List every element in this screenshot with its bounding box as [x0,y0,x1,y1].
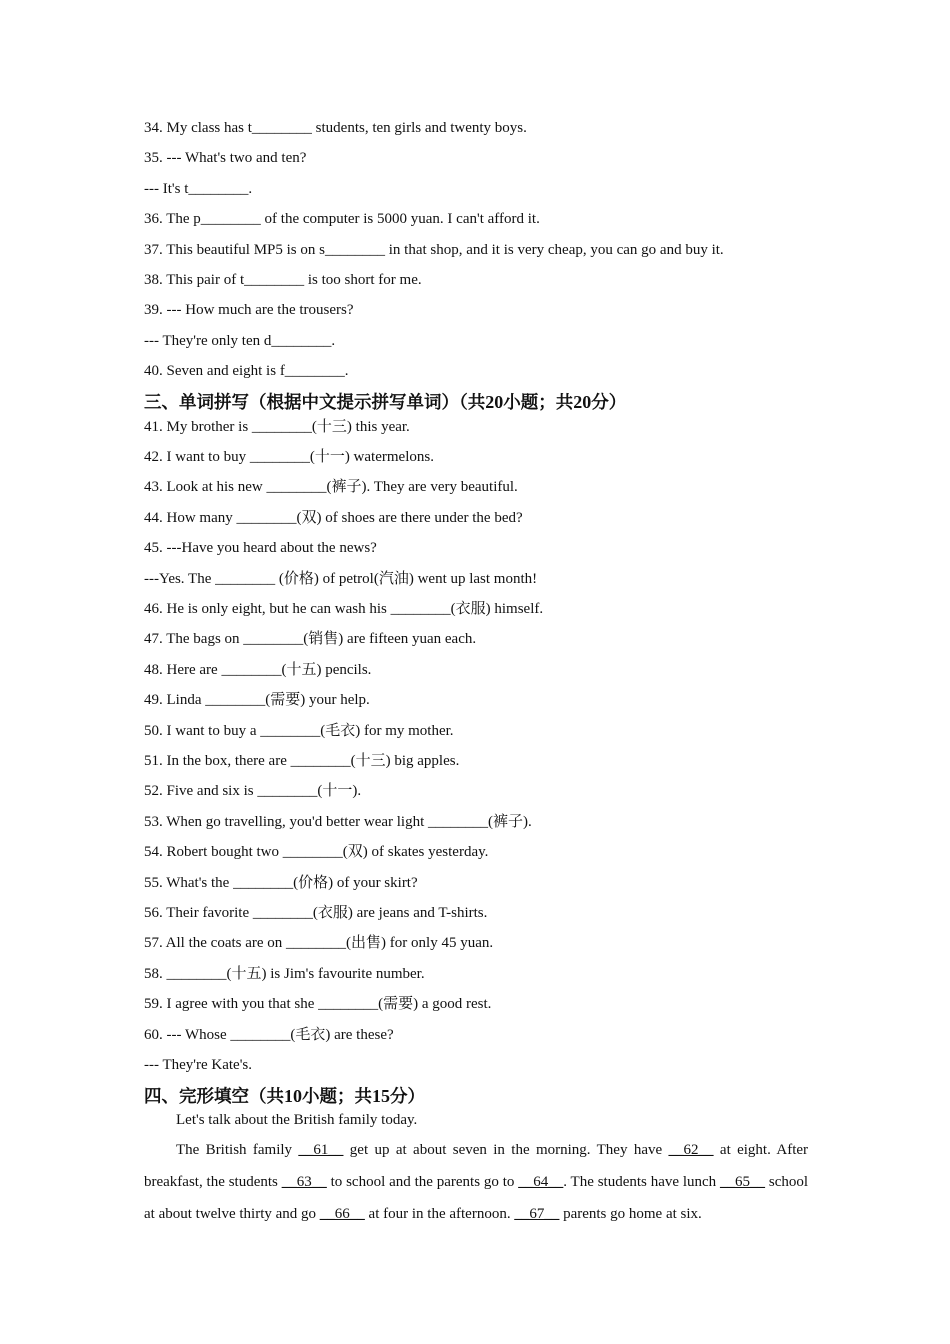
blank-64[interactable]: __64__ [518,1174,564,1190]
section-three-heading: 三、单词拼写（根据中文提示拼写单词）（共20小题；共20分） [144,392,627,413]
question-55: 55. What's the ________(价格) of your skirt? [144,875,418,891]
question-44: 44. How many ________(双) of shoes are there under the bed? [144,510,523,526]
blank-66[interactable]: __66__ [319,1206,365,1222]
question-38: 38. This pair of t________ is too short for me. [144,272,422,288]
question-57: 57. All the coats are on ________(出售) for only 45 yuan. [144,935,494,951]
question-45: 45. ---Have you heard about the news? [144,540,377,556]
question-56: 56. Their favorite ________(衣服) are jeans and T-shirts. [144,905,488,921]
question-51: 51. In the box, there are ________(十三) big apples. [144,753,460,769]
question-54: 54. Robert bought two ________(双) of skates yesterday. [144,844,489,860]
question-36: 36. The p________ of the computer is 5000 yuan. I can't afford it. [144,211,540,227]
blank-67[interactable]: __67__ [514,1206,560,1222]
question-53: 53. When go travelling, you'd better wear light ________(裤子). [144,814,532,830]
answer-line-60: --- They're Kate's. [144,1057,252,1073]
answer-line-45: ---Yes. The ________ (价格) of petrol(汽油) went up last month! [144,571,538,587]
question-46: 46. He is only eight, but he can wash his ________(衣服) himself. [144,601,544,617]
blank-62[interactable]: __62__ [668,1142,714,1158]
question-37: 37. This beautiful MP5 is on s________ in that shop, and it is very cheap, you can go and buy it. [144,242,724,258]
question-39: 39. --- How much are the trousers? [144,302,354,318]
blank-63[interactable]: __63__ [281,1174,327,1190]
blank-65[interactable]: __65__ [720,1174,766,1190]
answer-line-35: --- It's t________. [144,181,253,197]
question-43: 43. Look at his new ________(裤子). They are very beautiful. [144,479,518,495]
question-60: 60. --- Whose ________(毛衣) are these? [144,1027,394,1043]
blank-61[interactable]: __61__ [298,1142,344,1158]
question-48: 48. Here are ________(十五) pencils. [144,662,372,678]
question-40: 40. Seven and eight is f________. [144,363,349,379]
question-42: 42. I want to buy ________(十一) watermelons. [144,449,434,465]
cloze-passage: The British family __61__ get up at about seven in the morning. They have __62__ at eight. After breakfast, the students __63__ to school and the parents go to __64__. The students have lunch __65__ school at about twelve thirty and go __66__ at four in the afternoon. __67__ parents go home at six. [144,1142,809,1222]
question-52: 52. Five and six is ________(十一). [144,783,362,799]
question-34: 34. My class has t________ students, ten girls and twenty boys. [144,120,527,136]
question-59: 59. I agree with you that she ________(需要) a good rest. [144,996,492,1012]
question-49: 49. Linda ________(需要) your help. [144,692,370,708]
section-four-heading: 四、完形填空（共10小题；共15分） [144,1086,425,1107]
question-58: 58. ________(十五) is Jim's favourite number. [144,966,425,982]
cloze-intro: Let's talk about the British family today. [176,1112,418,1128]
question-47: 47. The bags on ________(销售) are fifteen yuan each. [144,631,477,647]
question-41: 41. My brother is ________(十三) this year. [144,419,410,435]
answer-line-39: --- They're only ten d________. [144,333,336,349]
question-50: 50. I want to buy a ________(毛衣) for my mother. [144,723,454,739]
question-35: 35. --- What's two and ten? [144,150,307,166]
